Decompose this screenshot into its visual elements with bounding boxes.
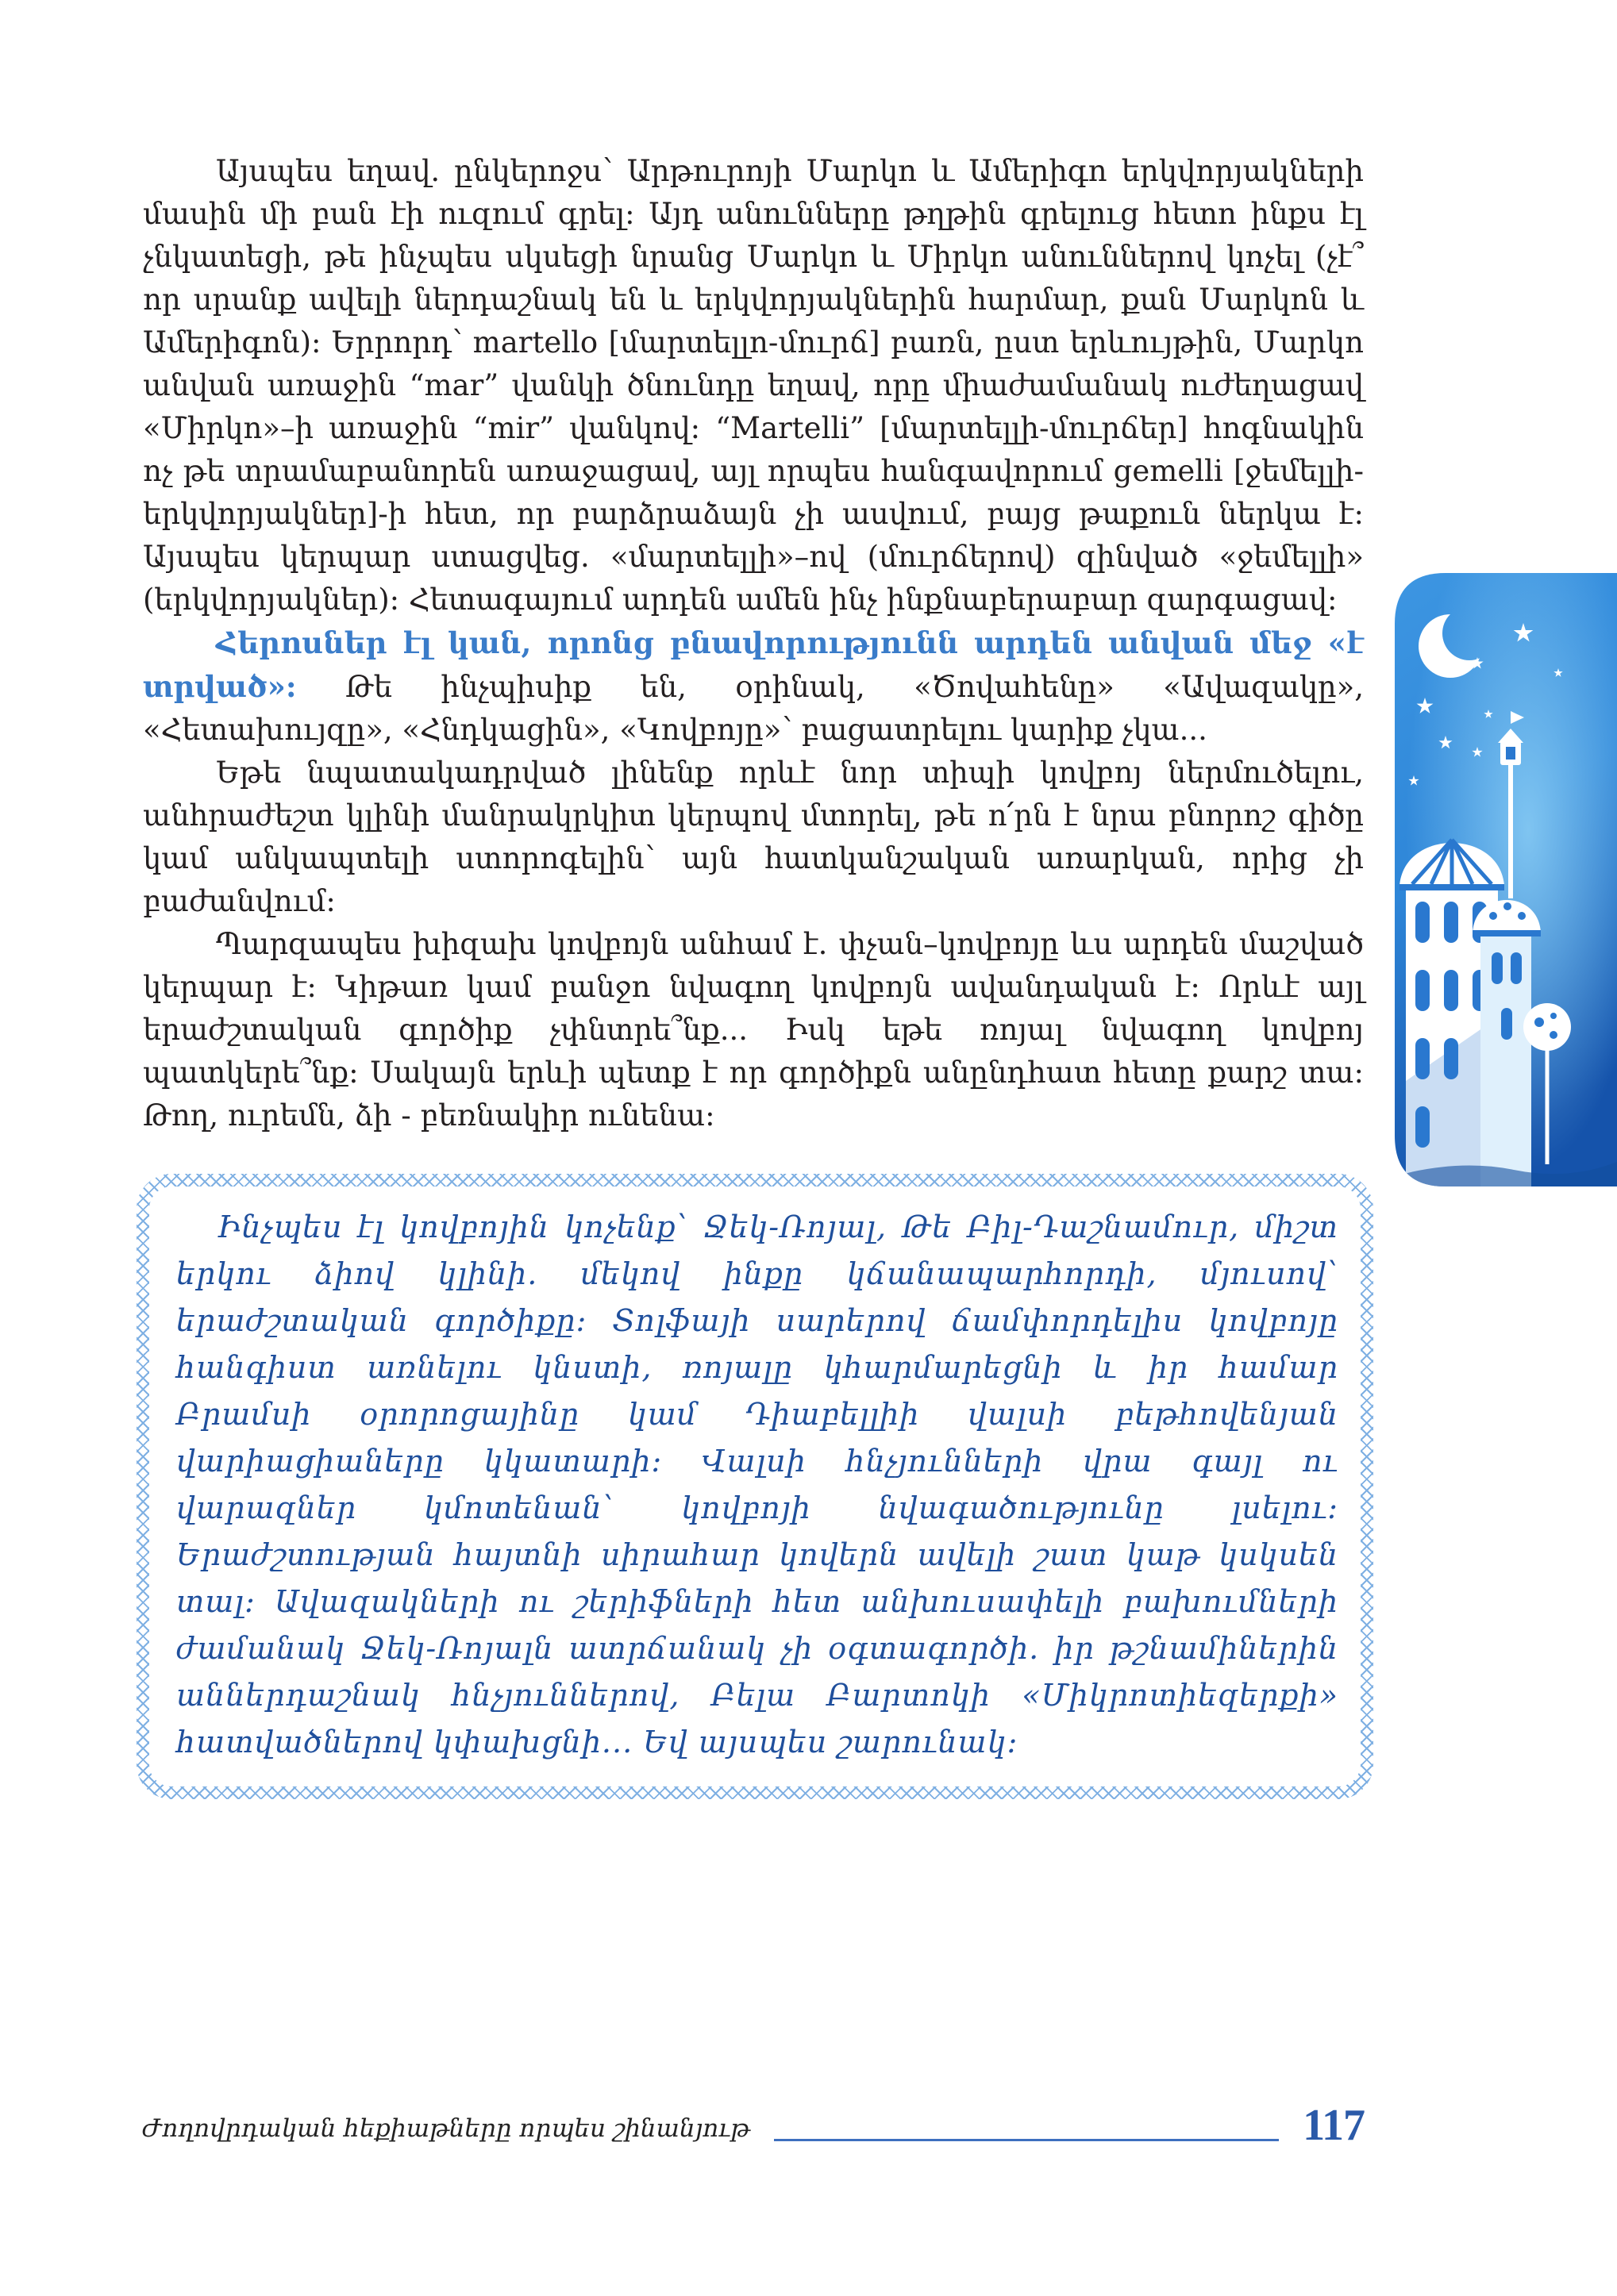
body-paragraph [143,150,1364,621]
body-paragraph [143,621,1364,752]
paragraph-text: Այսպես եղավ. ընկերոջս՝ Արթուրոյի Մարկո և Ամերիգո երկվորյակների մասին մի բան էի ուզում գրել: Այդ անունները թղթին գրելուց հետո ինքս էլ չնկատեցի, թե ինչպես սկսեցի նրանց Մարկո և Միրկո անուններով կոչել (չէ՞ որ սրանք ավելի ներդաշնակ են և երկվորյակներին հարմար, քան Մարկոն և Ամերիգոն): Երրորդ՝ martello [մարտելլո-մուրճ] բառն, ըստ երևույթին, Մարկո անվան առաջին “mar” վանկի ծնունդը եղավ, որը միաժամանակ ուժեղացավ «Միրկո»–ի առաջին “mir” վանկով: “Martelli” [մարտելլի-մուրճեր] հոգնակին ոչ թե տրամաբանորեն առաջացավ, այլ որպես հանգավորում gemelli [ջեմելլի-երկվորյակներ]-ի հետ, որ բարձրաձայն չի ասվում, բայց թաքուն ներկա է: Այսպես կերպար ստացվեց. «մարտելլի»–ով (մուրճերով) զինված «ջեմելլի» (երկվորյակներ): Հետագայում արդեն ամեն ինչ ինքնաբերաբար զարգացավ: [143,154,1364,617]
night-tab-illustration [1395,573,1617,1186]
paragraph-text: Եթե նպատակադրված լինենք որևէ նոր տիպի կովբոյ ներմուծելու, անհրաժեշտ կլինի մանրակրկիտ կերպով մտորել, թե ո՛րն է նրա բնորոշ գիծը կամ անկապտելի ստորոգելին՝ այն հատկանշական առարկան, որից չի բաժանվում: [143,756,1364,918]
body-paragraph [143,752,1364,923]
body-paragraph [143,923,1364,1137]
page-content [137,150,1373,1799]
footer-title: Ժողովրդական հեքիաթները որպես շինանյութ [142,2114,750,2143]
note-text: Ինչպես էլ կովբոյին կոչենք՝ Ջեկ-Ռոյալ, Թե Բիլ-Դաշնամուր, միշտ երկու ձիով կլինի. մեկով ինքը կճանապարհորդի, մյուսով՝ երաժշտական գործիքը: Տոլֆայի սարերով ճամփորդելիս կովբոյը հանգիստ առնելու կնստի, ռոյալը կհարմարեցնի և իր համար Բրամսի օրորոցայինը կամ Դիաբելլիի վալսի բեթհովենյան վարիացիաները կկատարի: Վալսի հնչյունների վրա գայլ ու վարազներ կմոտենան՝ կովբոյի նվագածությունը լսելու: Երաժշտության հայտնի սիրահար կովերն ավելի շատ կաթ կսկսեն տալ: Ավազակների ու շերիֆների հետ անխուսափելի բախումների ժամանակ Ջեկ-Ռոյալն ատրճանակ չի օգտագործի. իր թշնամիներին աններդաշնակ հնչյուններով, Բելա Բարտոկի «Միկրոտիեզերքի» հատվածներով կփախցնի... Եվ այսպես շարունակ: [176,1210,1338,1759]
page-number: 117 [1303,2101,1365,2150]
highlighted-sentence: Հերոսներ էլ կան, որոնց բնավորությունն արդեն անվան մեջ «է տրված»: [143,625,1364,704]
moon-icon [1419,614,1482,678]
footer-rule [774,2139,1279,2141]
page-footer [142,2095,1365,2151]
note-box [137,1174,1373,1799]
paragraph-text: Թե ինչպիսիք են, օրինակ, «Ծովահենը» «Ավազակը», «Հետախույզը», «Հնդկացին», «Կովբոյը»՝ բացատրելու կարիք չկա... [143,670,1365,747]
paragraph-text: Պարզապես խիզախ կովբոյն անհամ է. փչան–կովբոյը ևս արդեն մաշված կերպար է: Կիթառ կամ բանջո նվագող կովբոյն ավանդական է: Որևէ այլ երաժշտական գործիք չփնտրե՞նք... Իսկ եթե ռոյալ նվագող կովբոյ պատկերե՞նք: Սակայն երևի պետք է որ գործիքն անընդհատ հետը քարշ տա: Թող, ուրեմն, ձի - բեռնակիր ունենա: [143,927,1364,1133]
main-text [143,150,1364,1137]
